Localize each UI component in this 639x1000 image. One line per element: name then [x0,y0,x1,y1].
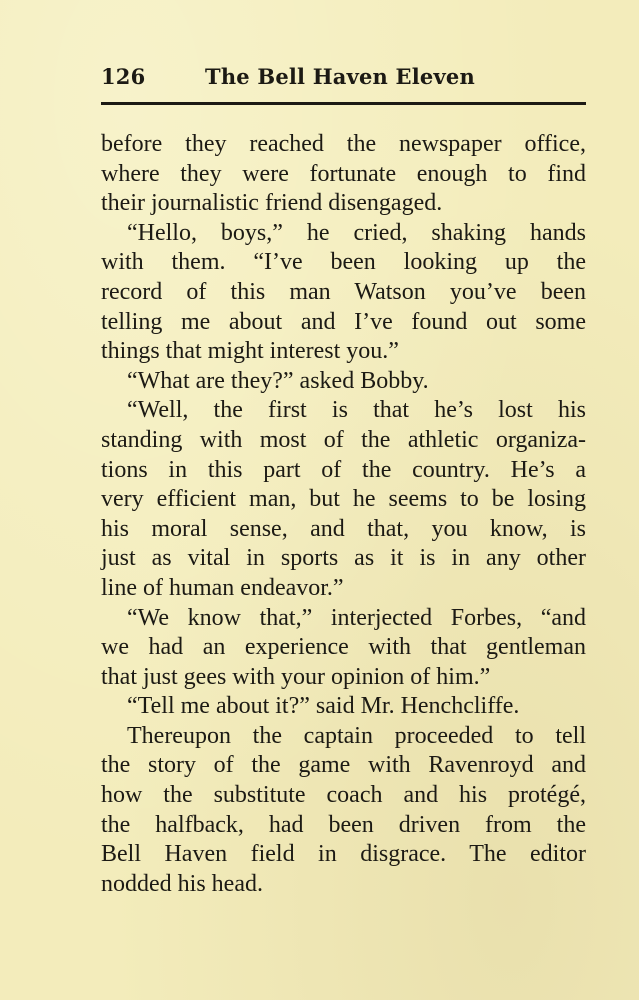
text-line: “What are they?” asked Bobby. [127,367,429,394]
page-number: 126 [101,64,146,89]
text-line: “Tell me about it?” said Mr. Henchcliffe. [127,693,520,720]
text-line: nodded his head. [101,870,263,897]
text-line: we had an experience with that gentleman [101,634,586,661]
text-line: “Hello, boys,” he cried, shaking hands [127,219,586,246]
text-line: record of this man Watson you’ve been [101,278,586,305]
text-line: just as vital in sports as it is in any other [101,545,586,572]
text-line: with them. “I’ve been looking up the [101,249,586,276]
text-line: that just gees with your opinion of him.” [101,663,491,690]
text-line: things that might interest you.” [101,338,399,365]
text-line: very efficient man, but he seems to be losing [101,486,586,513]
text-line: tions in this part of the country. He’s a [101,456,586,483]
text-line: Thereupon the captain proceeded to tell [127,722,586,749]
running-title: The Bell Haven Eleven [205,64,475,89]
text-line: telling me about and I’ve found out some [101,308,586,335]
text-line: where they were fortunate enough to find [101,160,586,187]
body-text [101,130,586,899]
header-rule [101,102,586,105]
text-line: standing with most of the athletic organiza- [101,426,586,453]
text-line: before they reached the newspaper office, [101,131,586,157]
text-line: how the substitute coach and his protégé, [101,782,586,809]
text-line: “Well, the first is that he’s lost his [127,397,586,424]
text-line: the story of the game with Ravenroyd and [101,752,586,779]
text-line: the halfback, had been driven from the [101,811,586,838]
text-line: line of human endeavor.” [101,574,344,601]
text-line: his moral sense, and that, you know, is [101,515,586,542]
text-line: their journalistic friend disengaged. [101,190,443,217]
page-header [101,64,586,94]
text-line: “We know that,” interjected Forbes, “and [127,604,586,631]
text-line: Bell Haven field in disgrace. The editor [101,841,586,868]
